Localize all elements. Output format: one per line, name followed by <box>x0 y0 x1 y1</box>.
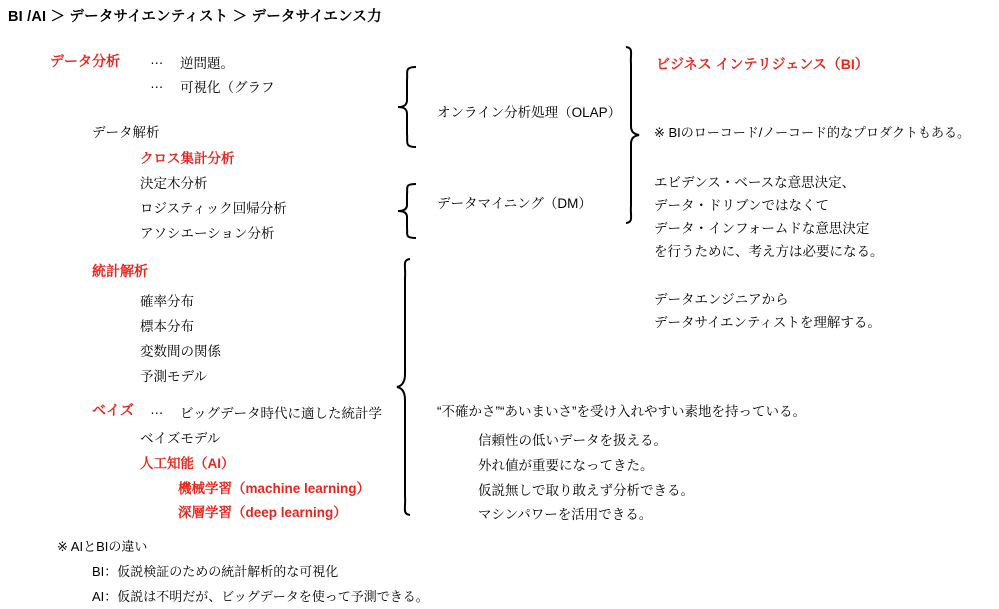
bayes-tagline: ビッグデータ時代に適した統計学 <box>180 406 382 421</box>
uncertainty-item-3: 仮説無しで取り敢えず分析できる。 <box>478 483 694 498</box>
item-prediction-model: 予測モデル <box>140 369 207 384</box>
uncertainty-item-1: 信頼性の低いデータを扱える。 <box>478 433 667 448</box>
note-bi-lowcode: ※ BIのローコード/ノーコード的なプロダクトもある。 <box>654 125 971 140</box>
item-cross-tabulation: クロス集計分析 <box>140 151 235 166</box>
footer-title: ※ AIとBIの違い <box>57 539 148 554</box>
item-bayes-model: ベイズモデル <box>140 431 221 446</box>
item-variable-relations: 変数間の関係 <box>140 344 221 359</box>
bayes-dots: … <box>150 402 164 417</box>
evidence-line-1: エビデンス・ベースな意思決定、 <box>654 175 856 190</box>
brace-bi-icon <box>620 46 646 224</box>
brace-dm-icon <box>396 183 422 239</box>
uncertainty-title: “不確かさ”“あいまいさ”を受け入れやすい素地を持っている。 <box>437 404 806 419</box>
bullet-dots-2: … <box>150 76 164 91</box>
breadcrumb: BI /AI ＞ データサイエンティスト ＞ データサイエンス力 <box>8 9 382 25</box>
section-heading-data-analysis: データ分析 <box>50 53 120 69</box>
footer-line-ai: AI：仮説は不明だが、ビッグデータを使って予測できる。 <box>92 589 429 604</box>
item-deep-learning: 深層学習（deep learning） <box>178 505 347 520</box>
item-sample-distribution: 標本分布 <box>140 319 194 334</box>
uncertainty-item-4: マシンパワーを活用できる。 <box>478 507 653 522</box>
footer-line-bi: BI：仮説検証のための統計解析的な可視化 <box>92 564 339 579</box>
evidence-line-2: データ・ドリブンではなくて <box>654 198 829 213</box>
item-association-analysis: アソシエーション分析 <box>140 226 275 241</box>
brace-olap-icon <box>396 66 422 148</box>
item-machine-learning: 機械学習（machine learning） <box>178 481 371 496</box>
item-probability-distribution: 確率分布 <box>140 294 194 309</box>
bullet-dots-1: … <box>150 52 164 67</box>
label-data-mining: データマイニング（DM） <box>437 196 592 211</box>
bullet-label-2: 可視化（グラフ <box>180 80 275 95</box>
section-heading-bayes: ベイズ <box>92 402 134 418</box>
brace-uncertainty-icon <box>396 258 422 516</box>
engineer-line-1: データエンジニアから <box>654 292 789 307</box>
evidence-line-3: データ・インフォームドな意思決定 <box>654 221 870 236</box>
evidence-line-4: を行うために、考え方は必要になる。 <box>654 244 884 259</box>
item-decision-tree: 決定木分析 <box>140 176 208 191</box>
uncertainty-item-2: 外れ値が重要になってきた。 <box>478 458 654 473</box>
item-logistic-regression: ロジスティック回帰分析 <box>140 201 287 216</box>
item-artificial-intelligence: 人工知能（AI） <box>140 456 235 471</box>
bullet-label-1: 逆問題。 <box>180 56 234 71</box>
engineer-line-2: データサイエンティストを理解する。 <box>654 315 881 330</box>
label-olap: オンライン分析処理（OLAP） <box>437 105 622 120</box>
label-business-intelligence: ビジネス インテリジェンス（BI） <box>656 56 869 72</box>
section-heading-statistics: 統計解析 <box>92 263 148 279</box>
subheading-data-kaiseki: データ解析 <box>92 125 160 140</box>
